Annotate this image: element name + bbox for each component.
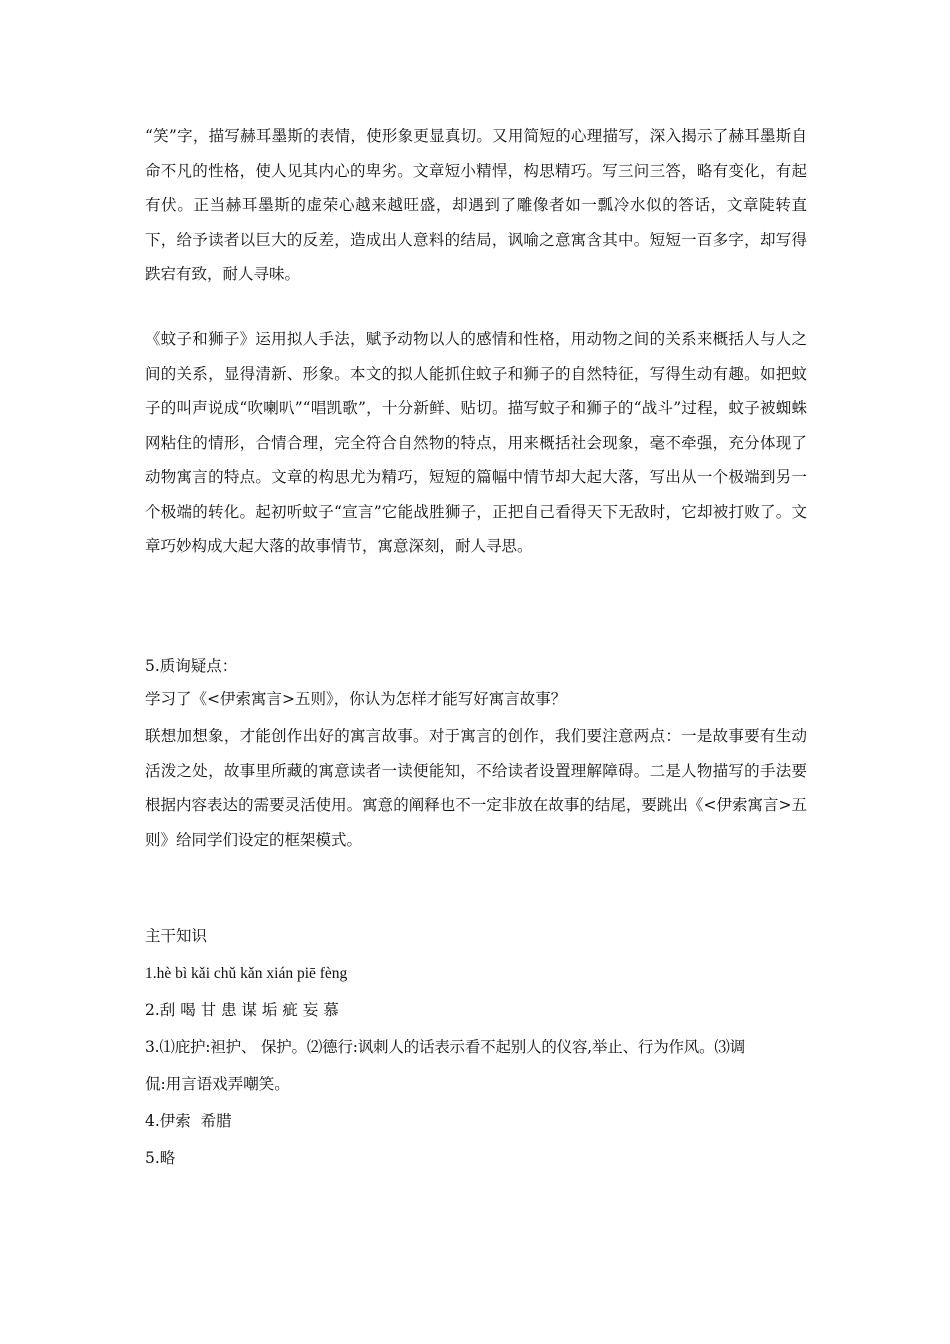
question-text: 学习了《<伊索寓言>五则》，你认为怎样才能写好寓言故事？ bbox=[145, 690, 567, 708]
question-section bbox=[145, 650, 807, 716]
section-heading: 5.质询疑点： bbox=[145, 657, 238, 675]
analysis-paragraph-hermes bbox=[145, 119, 807, 292]
paragraph-text: “笑”字，描写赫耳墨斯的表情，使形象更显真切。又用简短的心理描写，深入揭示了赫耳墨斯自命不凡的性格，使人见其内心的卑劣。文章短小精悍，构思精巧。写三问三答，略有变化，有起有伏。正当赫耳墨斯的虚荣心越来越旺盛，却遇到了雕像者如一瓢冷水似的答话，文章陡转直下，给予读者以巨大的反差，造成出人意料的结局，讽喻之意寓含其中。短短一百多字，却写得跌宕有致，耐人寻味。 bbox=[145, 127, 807, 283]
answer-2: 2.刮 喝 甘 患 谋 垢 疵 妄 慕 bbox=[145, 1001, 339, 1019]
section-title: 主干知识 bbox=[145, 927, 208, 945]
answer-paragraph bbox=[145, 719, 807, 857]
analysis-paragraph-mosquito-lion bbox=[145, 322, 807, 564]
answer-5: 5.略 bbox=[145, 1149, 176, 1167]
answer-4: 4.伊索 希腊 bbox=[145, 1112, 232, 1130]
answer-3-line-2: 侃:用言语戏弄嘲笑。 bbox=[145, 1075, 290, 1093]
paragraph-text: 联想加想象，才能创作出好的寓言故事。对于寓言的创作，我们要注意两点：一是故事要有生动活泼之处，故事里所藏的寓意读者一读便能知，不给读者设置理解障碍。二是人物描写的手法要根据内容表达的需要灵活使用。寓意的阐释也不一定非放在故事的结尾，要跳出《<伊索寓言>五则》给同学们设定的框架模式。 bbox=[145, 727, 807, 849]
answer-3-line-1: 3.⑴庇护:袒护、 保护。⑵德行:讽刺人的话表示看不起别人的仪容,举止、行为作风。⑶调 bbox=[145, 1038, 745, 1056]
paragraph-text: 《蚊子和狮子》运用拟人手法，赋予动物以人的感情和性格，用动物之间的关系来概括人与人之间的关系，显得清新、形象。本文的拟人能抓住蚊子和狮子的自然特征，写得生动有趣。如把蚊子的叫声说成“吹喇叭”“唱凯歌”，十分新鲜、贴切。描写蚊子和狮子的“战斗”过程，蚊子被蜘蛛网粘住的情形，合情合理，完全符合自然物的特点，用来概括社会现象，毫不牵强，充分体现了动物寓言的特点。文章的构思尤为精巧，短短的篇幅中情节却大起大落，写出从一个极端到另一个极端的转化。起初听蚊子“宣言”它能战胜狮子，正把自己看得天下无敌时，它却被打败了。文章巧妙构成大起大落的故事情节，寓意深刻，耐人寻思。 bbox=[145, 330, 807, 555]
key-knowledge-section bbox=[145, 920, 807, 1175]
answer-1: 1.hè bì kǎi chǔ kǎn xián piē fèng bbox=[145, 965, 348, 982]
